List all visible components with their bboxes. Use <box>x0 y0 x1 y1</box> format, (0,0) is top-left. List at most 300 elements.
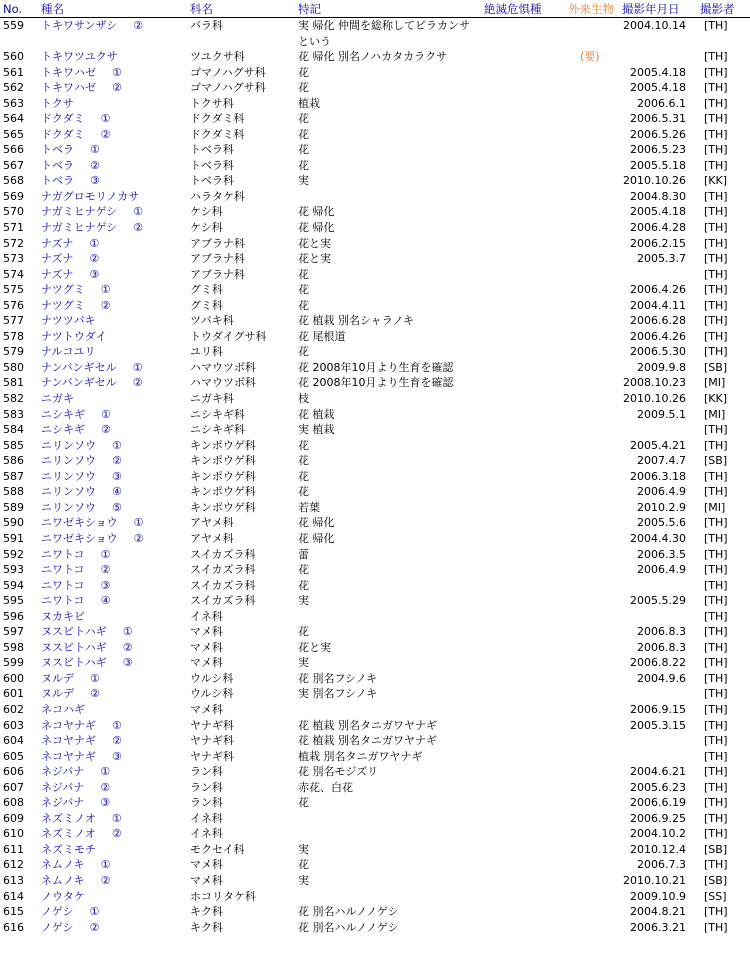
photo-number: ① <box>101 407 111 421</box>
photo-date: 2006.2.15 <box>630 236 686 250</box>
photo-date: 2006.3.5 <box>637 547 686 561</box>
photographer: [SB] <box>704 873 728 887</box>
photo-number: ② <box>90 687 100 701</box>
species-name: ニワゼキショウ ② <box>41 531 144 545</box>
row-no: 605 <box>3 749 24 763</box>
table-row <box>0 826 750 842</box>
photo-number: ① <box>100 765 111 779</box>
photo-date: 2006.4.28 <box>630 221 686 235</box>
row-no: 579 <box>3 345 24 359</box>
photographer: [SB] <box>704 842 728 856</box>
table-row <box>0 764 750 780</box>
row-no: 609 <box>3 811 24 825</box>
photographer: [TH] <box>704 563 728 577</box>
family-name: ヤナギ科 <box>190 749 234 763</box>
notes: 花 植栽 別名シャラノキ <box>298 314 415 328</box>
family-name: ハマウツボ科 <box>190 360 256 374</box>
family-name: アヤメ科 <box>190 516 234 530</box>
notes: 花 尾根道 <box>298 329 346 343</box>
row-no: 599 <box>3 656 24 670</box>
family-name: キンポウゲ科 <box>190 485 256 499</box>
photo-number: ① <box>90 143 100 157</box>
table-row <box>0 780 750 796</box>
header-date: 撮影年月日 <box>622 2 680 16</box>
family-name: ニガキ科 <box>190 392 234 406</box>
species-name: ノウタケ <box>41 889 85 903</box>
species-name: ネコヤナギ ③ <box>41 749 122 763</box>
family-name: ケシ科 <box>190 221 223 235</box>
notes: 花 <box>298 438 309 452</box>
photographer: [KK] <box>704 392 728 406</box>
table-row <box>0 344 750 360</box>
table-row <box>0 842 750 858</box>
table-row <box>0 671 750 687</box>
family-name: イネ科 <box>190 827 223 841</box>
photographer: [TH] <box>704 438 728 452</box>
photo-date: 2006.9.25 <box>630 811 686 825</box>
photo-date: 2009.10.9 <box>630 889 686 903</box>
family-name: ドクダミ科 <box>190 112 245 126</box>
family-name: ウルシ科 <box>190 671 234 685</box>
row-no: 563 <box>3 96 24 110</box>
photographer: [TH] <box>704 345 728 359</box>
family-name: ヤナギ科 <box>190 718 234 732</box>
species-name: ヌルデ ② <box>41 687 100 701</box>
photographer: [TH] <box>704 734 728 748</box>
photo-number: ① <box>112 65 122 79</box>
row-no: 608 <box>3 796 24 810</box>
family-name: ウルシ科 <box>190 687 234 701</box>
row-no: 568 <box>3 174 24 188</box>
species-name: ナガグロモリノカサ <box>41 189 140 203</box>
photo-date: 2006.9.15 <box>630 702 686 716</box>
table-row <box>0 220 750 236</box>
row-no: 591 <box>3 531 24 545</box>
row-no: 566 <box>3 143 24 157</box>
photographer: [TH] <box>704 749 728 763</box>
species-name: ネズミノオ ② <box>41 827 122 841</box>
photo-number: ① <box>100 858 111 872</box>
table-row <box>0 360 750 376</box>
row-no: 577 <box>3 314 24 328</box>
family-name: キク科 <box>190 905 223 919</box>
family-name: ゴマノハグサ科 <box>190 81 266 95</box>
photo-date: 2005.4.18 <box>630 205 686 219</box>
table-row <box>0 267 750 283</box>
photo-number: ① <box>112 438 122 452</box>
photo-date: 2005.4.21 <box>630 438 686 452</box>
photo-date: 2006.3.18 <box>630 469 686 483</box>
photographer: [TH] <box>704 702 728 716</box>
row-no: 578 <box>3 329 24 343</box>
notes: 花 <box>298 65 309 79</box>
photo-date: 2006.5.31 <box>630 112 686 126</box>
photo-date: 2005.4.18 <box>630 65 686 79</box>
table-row <box>0 811 750 827</box>
photo-number: ② <box>100 563 111 577</box>
row-no: 565 <box>3 127 24 141</box>
species-name: ナツグミ ② <box>41 298 111 312</box>
photographer: [TH] <box>704 625 728 639</box>
photographer: [TH] <box>704 531 728 545</box>
table-row <box>0 515 750 531</box>
photo-number: ① <box>112 718 122 732</box>
photographer: [TH] <box>704 811 728 825</box>
family-name: ハラタケ科 <box>190 189 245 203</box>
species-name: ニワトコ ② <box>41 563 111 577</box>
photo-date: 2006.8.3 <box>637 640 686 654</box>
header-endangered: 絶滅危惧種 <box>484 2 542 16</box>
species-name: ネズミモチ <box>41 842 96 856</box>
family-name: ヤナギ科 <box>190 734 234 748</box>
row-no: 593 <box>3 563 24 577</box>
species-name: ニガキ <box>41 392 74 406</box>
photographer: [TH] <box>704 920 728 934</box>
table-row <box>0 889 750 905</box>
photographer: [KK] <box>704 174 728 188</box>
photo-number: ② <box>132 376 143 390</box>
family-name: マメ科 <box>190 858 223 872</box>
table-row <box>0 96 750 112</box>
species-name: ニワトコ ③ <box>41 578 111 592</box>
species-name: ネジバナ ③ <box>41 796 111 810</box>
family-name: キンポウゲ科 <box>190 454 256 468</box>
row-no: 597 <box>3 625 24 639</box>
table-row <box>0 531 750 547</box>
photographer: [TH] <box>704 65 728 79</box>
family-name: マメ科 <box>190 625 223 639</box>
photographer: [TH] <box>704 252 728 266</box>
photo-number: ② <box>133 531 144 545</box>
notes: 花 帰化 <box>298 205 335 219</box>
table-row <box>0 127 750 143</box>
photo-date: 2006.4.9 <box>637 563 686 577</box>
photo-date: 2004.8.21 <box>630 905 686 919</box>
photo-number: ① <box>111 811 122 825</box>
row-no: 595 <box>3 594 24 608</box>
table-row <box>0 686 750 702</box>
notes: 花 帰化 別名ノハカタカラクサ <box>298 50 448 63</box>
photo-number: ② <box>112 454 122 468</box>
row-no: 610 <box>3 827 24 841</box>
photographer: [TH] <box>704 267 728 281</box>
photographer: [TH] <box>704 516 728 530</box>
family-name: スイカズラ科 <box>190 594 256 608</box>
family-name: ハマウツボ科 <box>190 376 256 390</box>
photographer: [TH] <box>704 469 728 483</box>
table-row <box>0 65 750 81</box>
notes: 花 <box>298 858 309 872</box>
row-no: 582 <box>3 392 24 406</box>
species-name: トベラ ② <box>41 158 100 172</box>
photographer: [TH] <box>704 765 728 779</box>
notes: 花 <box>298 345 309 359</box>
photo-date: 2005.5.29 <box>630 594 686 608</box>
photo-date: 2006.6.1 <box>637 96 686 110</box>
photo-number: ① <box>133 516 144 530</box>
row-no: 598 <box>3 640 24 654</box>
species-name: ネジバナ ② <box>41 780 111 794</box>
family-name: トクサ科 <box>190 96 234 110</box>
table-row <box>0 733 750 749</box>
table-row <box>0 547 750 563</box>
table-row <box>0 469 750 485</box>
table-row <box>0 236 750 252</box>
photo-number: ③ <box>100 578 111 592</box>
table-row <box>0 18 750 49</box>
row-no: 600 <box>3 671 24 685</box>
notes: 花 帰化 <box>298 516 335 530</box>
species-name: トキワハゼ ② <box>41 81 122 95</box>
photo-date: 2006.4.26 <box>630 283 686 297</box>
species-name: ナガミヒナゲシ ① <box>41 205 143 219</box>
photo-number: ① <box>100 112 111 126</box>
table-row <box>0 251 750 267</box>
photographer: [TH] <box>704 221 728 235</box>
family-name: アブラナ科 <box>190 252 245 266</box>
species-name: ニリンソウ ③ <box>41 469 122 483</box>
notes: 実 帰化 仲間を総称してピラカンサという <box>298 19 470 48</box>
row-no: 576 <box>3 298 24 312</box>
table-row <box>0 391 750 407</box>
header-notes: 特記 <box>298 2 321 16</box>
notes: 花 <box>298 283 309 297</box>
row-no: 603 <box>3 718 24 732</box>
photographer: [TH] <box>704 609 728 623</box>
family-name: アブラナ科 <box>190 236 245 250</box>
photo-date: 2006.3.21 <box>630 920 686 934</box>
notes: 花 <box>298 298 309 312</box>
family-name: ラン科 <box>190 765 223 779</box>
notes: 花 <box>298 267 309 281</box>
photographer: [TH] <box>704 594 728 608</box>
row-no: 604 <box>3 734 24 748</box>
row-no: 571 <box>3 221 24 235</box>
row-no: 585 <box>3 438 24 452</box>
photo-date: 2008.10.23 <box>623 376 686 390</box>
photo-number: ① <box>122 625 133 639</box>
species-name: トベラ ③ <box>41 174 100 188</box>
photo-date: 2006.4.26 <box>630 329 686 343</box>
family-name: スイカズラ科 <box>190 578 256 592</box>
species-name: ニシキギ ① <box>41 407 111 421</box>
family-name: ツバキ科 <box>190 314 234 328</box>
species-name: ネジバナ ① <box>41 765 111 779</box>
table-row <box>0 142 750 158</box>
family-name: ユリ科 <box>190 345 223 359</box>
photo-number: ② <box>89 920 100 934</box>
photographer: [SB] <box>704 360 728 374</box>
photographer: [TH] <box>704 796 728 810</box>
row-no: 572 <box>3 236 24 250</box>
notes: 花 別名ハルノノゲシ <box>298 920 399 934</box>
row-no: 596 <box>3 609 24 623</box>
species-name: ネコヤナギ ① <box>41 718 122 732</box>
family-name: ニシキギ科 <box>190 423 245 437</box>
family-name: トウダイグサ科 <box>190 329 267 343</box>
notes: 実 <box>298 842 309 856</box>
photo-number: ① <box>100 283 111 297</box>
photographer: [MI] <box>704 500 726 514</box>
species-name: ナズナ ② <box>41 252 100 266</box>
row-no: 581 <box>3 376 24 390</box>
species-name: ヌルデ ① <box>41 671 100 685</box>
family-name: ラン科 <box>190 780 223 794</box>
photo-number: ③ <box>122 656 133 670</box>
table-row <box>0 904 750 920</box>
notes: 実 <box>298 594 309 608</box>
photographer: [TH] <box>704 112 728 126</box>
table-row <box>0 873 750 889</box>
species-name: ニリンソウ ① <box>41 438 122 452</box>
row-no: 575 <box>3 283 24 297</box>
species-name: ナルコユリ <box>41 345 96 359</box>
photo-number: ② <box>90 158 100 172</box>
photo-date: 2006.8.22 <box>630 656 686 670</box>
species-name: ニワゼキショウ ① <box>41 516 144 530</box>
notes: 赤花、白花 <box>298 780 353 794</box>
family-name: グミ科 <box>190 298 223 312</box>
row-no: 607 <box>3 780 24 794</box>
species-name: ナンバンギセル ① <box>41 360 143 374</box>
table-row <box>0 593 750 609</box>
photo-date: 2005.5.18 <box>630 158 686 172</box>
photo-number: ② <box>100 127 111 141</box>
species-name: ニシキギ ② <box>41 423 111 437</box>
photo-number: ② <box>100 298 111 312</box>
species-name: トクサ <box>41 96 74 110</box>
species-name: ノゲシ ② <box>41 920 100 934</box>
species-name: ドクダミ ② <box>41 127 111 141</box>
photo-number: ② <box>112 81 122 95</box>
photographer: [TH] <box>704 687 728 701</box>
header-row <box>0 0 750 18</box>
photo-date: 2010.12.4 <box>630 842 686 856</box>
row-no: 583 <box>3 407 24 421</box>
photographer: [MI] <box>704 376 726 390</box>
family-name: キク科 <box>190 920 223 934</box>
species-name: ネズミノオ ① <box>41 811 122 825</box>
photographer: [TH] <box>704 656 728 670</box>
notes: 花 植栽 別名タニガワヤナギ <box>298 718 437 732</box>
table-row <box>0 640 750 656</box>
photographer: [SS] <box>704 889 727 903</box>
photo-number: ① <box>89 905 100 919</box>
photo-date: 2010.10.26 <box>623 392 686 406</box>
photo-date: 2006.5.30 <box>630 345 686 359</box>
notes: 花 <box>298 578 309 592</box>
family-name: キンポウゲ科 <box>190 438 256 452</box>
notes: 植栽 <box>298 96 320 110</box>
species-name: ナンバンギセル ② <box>41 376 143 390</box>
photographer: [SB] <box>704 454 728 468</box>
photo-date: 2010.10.21 <box>623 873 686 887</box>
photographer: [TH] <box>704 298 728 312</box>
species-name: ネムノキ ② <box>41 873 111 887</box>
species-name: トキワツユクサ <box>41 50 118 63</box>
photographer: [TH] <box>704 640 728 654</box>
notes: 実 別名フシノキ <box>298 687 378 701</box>
row-no: 589 <box>3 500 24 514</box>
row-no: 587 <box>3 469 24 483</box>
table-row <box>0 484 750 500</box>
row-no: 614 <box>3 889 24 903</box>
photographer: [TH] <box>704 780 728 794</box>
table-row <box>0 111 750 127</box>
photographer: [TH] <box>704 671 728 685</box>
family-name: イネ科 <box>190 609 223 623</box>
family-name: トベラ科 <box>190 174 234 188</box>
photo-date: 2007.4.7 <box>637 454 686 468</box>
family-name: ドクダミ科 <box>190 127 245 141</box>
species-name: トキワハゼ ① <box>41 65 122 79</box>
notes: 花 <box>298 454 309 468</box>
notes: 花 <box>298 469 309 483</box>
family-name: ラン科 <box>190 796 223 810</box>
photographer: [TH] <box>704 81 728 95</box>
table-row <box>0 562 750 578</box>
photographer: [MI] <box>704 407 726 421</box>
header-name: 種名 <box>41 2 64 16</box>
species-name: ノゲシ ① <box>41 905 100 919</box>
table-row <box>0 173 750 189</box>
species-name: ネムノキ ① <box>41 858 111 872</box>
table-row <box>0 624 750 640</box>
species-name: ナツトウダイ <box>41 329 107 343</box>
row-no: 615 <box>3 905 24 919</box>
notes: 花 2008年10月より生育を確認 <box>298 360 454 374</box>
notes: 花 2008年10月より生育を確認 <box>298 376 454 390</box>
family-name: スイカズラ科 <box>190 563 256 577</box>
header-alien: 外来生物 <box>568 2 614 16</box>
species-name: ナツグミ ① <box>41 283 111 297</box>
notes: 実 <box>298 174 309 188</box>
photographer: [TH] <box>704 143 728 157</box>
notes: 花 帰化 <box>298 221 335 235</box>
row-no: 586 <box>3 454 24 468</box>
photo-date: 2006.6.19 <box>630 796 686 810</box>
photo-number: ④ <box>112 485 122 499</box>
photo-number: ② <box>101 423 111 437</box>
photo-number: ③ <box>112 469 122 483</box>
family-name: ツユクサ科 <box>190 50 245 63</box>
photographer: [TH] <box>704 718 728 732</box>
header-photographer: 撮影者 <box>700 2 735 16</box>
family-name: グミ科 <box>190 283 223 297</box>
row-no: 573 <box>3 252 24 266</box>
photo-date: 2006.5.26 <box>630 127 686 141</box>
photo-date: 2010.10.26 <box>623 174 686 188</box>
notes: 花 <box>298 485 309 499</box>
family-name: アヤメ科 <box>190 531 234 545</box>
row-no: 594 <box>3 578 24 592</box>
species-name: トベラ ① <box>41 143 100 157</box>
photographer: [TH] <box>704 329 728 343</box>
photo-date: 2004.9.6 <box>637 671 686 685</box>
family-name: イネ科 <box>190 811 223 825</box>
photographer: [TH] <box>704 547 728 561</box>
family-name: バラ科 <box>190 19 223 32</box>
row-no: 616 <box>3 920 24 934</box>
row-no: 584 <box>3 423 24 437</box>
photo-date: 2004.4.11 <box>630 298 686 312</box>
photographer: [TH] <box>704 127 728 141</box>
photographer: [TH] <box>704 314 728 328</box>
notes: 花と実 <box>298 236 331 250</box>
family-name: キンポウゲ科 <box>190 469 256 483</box>
photo-number: ② <box>100 873 111 887</box>
notes: 花 植栽 別名タニガワヤナギ <box>298 734 437 748</box>
